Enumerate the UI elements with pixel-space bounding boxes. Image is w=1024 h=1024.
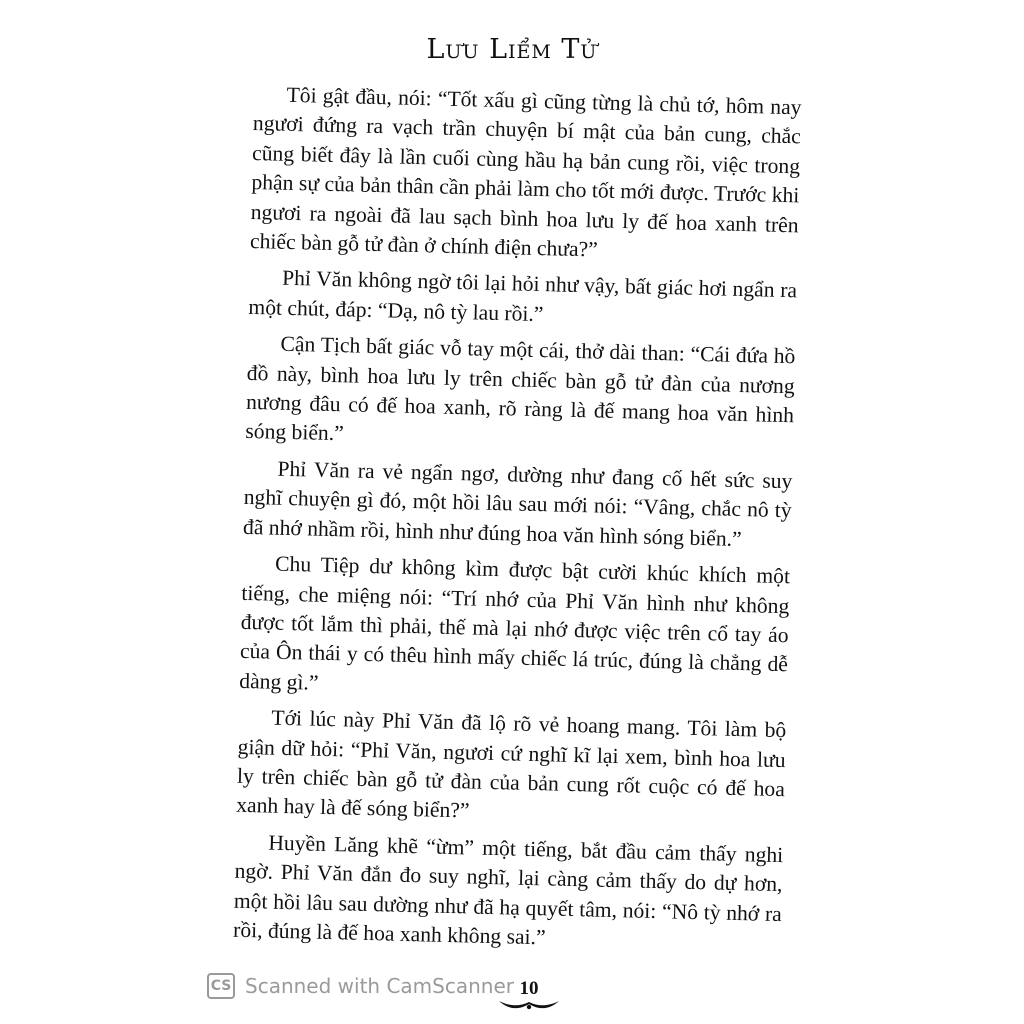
paragraph: Chu Tiệp dư không kìm được bật cười khúc khích một tiếng, che miệng nói: “Trí nhớ của Phỉ Văn hình như không được tốt lắm thì phải, thế mà lại nhớ được việc trên cổ tay áo của Ôn thái y có thêu hình mấy chiếc lá trúc, đúng là chẳng dễ dàng gì.” <box>239 551 791 695</box>
running-header-title: Lưu Liểm Tử <box>426 34 598 65</box>
page-footer <box>494 978 564 1018</box>
camscanner-logo-icon: CS <box>207 973 235 999</box>
page-number: 10 <box>519 978 539 999</box>
body-text <box>233 80 802 966</box>
paragraph: Phỉ Văn không ngờ tôi lại hỏi như vậy, bất giác hơi ngẩn ra một chút, đáp: “Dạ, nô tỳ lau rồi.” <box>248 266 798 326</box>
camscanner-watermark <box>207 970 514 1002</box>
watermark-text: Scanned with CamScanner <box>245 974 514 998</box>
paragraph: Huyền Lăng khẽ “ừm” một tiếng, bắt đầu cảm thấy nghi ngờ. Phỉ Văn đắn đo suy nghĩ, lại càng cảm thấy do dự hơn, một hồi lâu sau dường như đã hạ quyết tâm, nói: “Nô tỳ nhớ ra rồi, đúng là đế hoa xanh không sai.” <box>232 830 784 950</box>
paragraph: Tới lúc này Phỉ Văn đã lộ rõ vẻ hoang mang. Tôi làm bộ giận dữ hỏi: “Phỉ Văn, ngươi cứ nghĩ kĩ lại xem, bình hoa lưu ly trên chiếc bàn gỗ tử đàn của bản cung rốt cuộc có đế hoa xanh hay là đế sóng biển?” <box>235 705 787 823</box>
paragraph: Tôi gật đầu, nói: “Tốt xấu gì cũng từng là chủ tớ, hôm nay ngươi đứng ra vạch trần chuyện bí mật của bản cung, chắc cũng biết đây là lần cuối cùng hầu hạ bản cung rồi, việc trong phận sự của bản thân cần phải làm cho tốt mới được. Trước khi ngươi ra ngoài đã lau sạch bình hoa lưu ly đế hoa xanh trên chiếc bàn gỗ tử đàn ở chính điện chưa?” <box>249 82 802 262</box>
paragraph: Phỉ Văn ra vẻ ngẩn ngơ, dường như đang cố hết sức suy nghĩ chuyện gì đó, một hồi lâu sau mới nói: “Vâng, chắc nô tỳ đã nhớ nhầm rồi, hình như đúng hoa văn hình sóng biển.” <box>242 456 793 551</box>
decorative-flourish-icon <box>497 998 561 1012</box>
paragraph: Cận Tịch bất giác vỗ tay một cái, thở dài than: “Cái đứa hồ đồ này, bình hoa lưu ly trên chiếc bàn gỗ tử đàn của nương nương đâu có đế hoa xanh, rõ ràng là đế mang hoa văn hình sóng biển.” <box>245 331 796 446</box>
